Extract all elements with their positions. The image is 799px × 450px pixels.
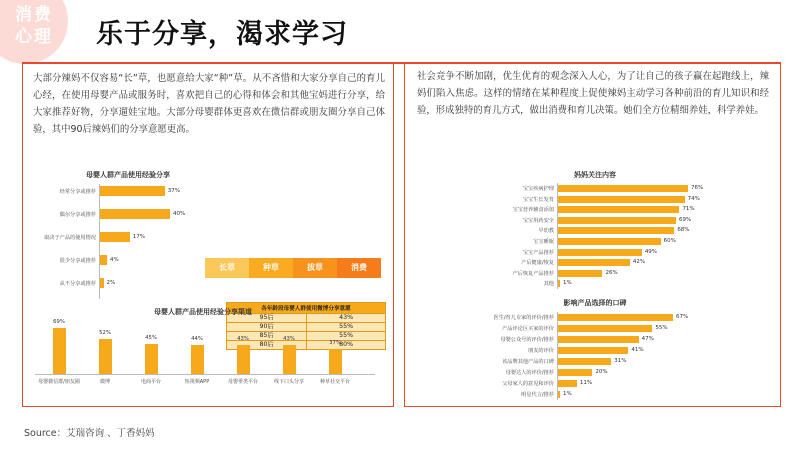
- logo-line-2: 心理: [15, 27, 53, 47]
- left-paragraph-part-1: 大部分辣妈不仅容易“长”草，也愿意给大家“种”草。从不吝惜和大家分享自己的育儿心经，在使用母婴产品或服务时，喜欢把自己的心得和体会和其他宝妈进行分享，给大家推荐好物，分享遛娃宝地。: [33, 73, 385, 118]
- bar-label: 宝宝用药安全: [522, 217, 554, 224]
- bar-value: 44%: [191, 335, 203, 342]
- bar-label: 从不分享或推荐: [59, 280, 96, 287]
- bar: [558, 280, 560, 287]
- bar-value: 40%: [173, 210, 186, 217]
- bar-value: 55%: [655, 325, 668, 331]
- grass-flow: [205, 258, 381, 278]
- bar: [558, 217, 676, 224]
- bar-label: 父母家人的意见和评价: [502, 381, 554, 387]
- age-cell: 90后: [227, 323, 307, 332]
- bar-value: 37%: [167, 187, 180, 194]
- bar-label: 取决于产品的使用情况: [44, 234, 96, 241]
- bar: [100, 232, 130, 242]
- bar: [558, 358, 611, 365]
- flow-step-1: [205, 258, 249, 278]
- bar: [558, 380, 577, 387]
- bar-label: 宝宝疾病护理: [522, 186, 554, 192]
- bar: [145, 344, 158, 374]
- bar: [558, 369, 592, 376]
- table-row: [227, 323, 386, 332]
- bar: [558, 391, 560, 398]
- bar-label: 明星代言/推荐: [521, 392, 554, 398]
- value-cell: 55%: [307, 332, 386, 341]
- bar-label: 宝宝产品推荐: [522, 249, 554, 256]
- baseline: [35, 374, 375, 375]
- bar-label: 种草社交平台: [319, 379, 350, 385]
- logo-line-1: 消费: [15, 5, 53, 25]
- bar-label: 母婴微信群/朋友圈: [38, 379, 80, 385]
- bar: [100, 209, 170, 219]
- bar-label: 产后恢复产品推荐: [512, 270, 554, 277]
- bar: [100, 255, 107, 265]
- bar-value: 49%: [644, 248, 658, 255]
- wom-chart-title: 影响产品选择的口碑: [563, 299, 627, 307]
- bar: [558, 206, 679, 213]
- bar-label: 母婴公众号的评价/推荐: [500, 337, 554, 343]
- bar-label: 微博: [99, 379, 110, 385]
- bar-value: 2%: [106, 279, 116, 286]
- bar-value: 60%: [663, 238, 676, 244]
- bar-value: 71%: [682, 206, 695, 213]
- bar-value: 52%: [99, 330, 111, 337]
- bar-value: 45%: [145, 335, 157, 341]
- value-cell: 80%: [307, 341, 386, 350]
- bar: [558, 249, 642, 256]
- bar: [558, 227, 674, 234]
- bar-label: 经常分享或推荐: [59, 188, 96, 195]
- bar: [558, 196, 685, 203]
- bar: [283, 345, 296, 374]
- bar-value: 26%: [605, 269, 618, 276]
- left-panel: [22, 64, 394, 407]
- bar-label: 产后健康/恢复: [521, 260, 554, 267]
- bar-value: 47%: [641, 336, 654, 342]
- bar-value: 41%: [631, 347, 644, 353]
- flow-step-4-label: 消费: [351, 263, 367, 272]
- bar-value: 67%: [676, 314, 689, 320]
- bar-value: 43%: [283, 336, 295, 343]
- bar: [558, 336, 639, 343]
- bar-label: 其他: [543, 281, 554, 288]
- bar-label: 偶尔分享或推荐: [59, 211, 96, 218]
- bar-label: 母婴达人的评价/推荐: [505, 370, 554, 376]
- page-title: 乐于分享，渴求学习: [96, 19, 348, 50]
- bar-value: 74%: [687, 195, 700, 202]
- bar: [558, 325, 652, 332]
- left-paragraph-part-2: 大部分母婴群体更喜欢在微信群或朋友圈分享自己体验，其中90后辣妈们的分享意愿更高。: [33, 107, 385, 135]
- bar-value: 1%: [563, 280, 572, 287]
- bar: [558, 238, 661, 245]
- bar-label: 短视频APP: [184, 379, 210, 385]
- bar-label: 该品牌其他产品的口碑: [502, 359, 554, 365]
- bar-value: 68%: [677, 227, 690, 234]
- concern-chart-title: 妈妈关注内容: [574, 171, 616, 179]
- right-paragraph: 社会竞争不断加剧，优生优育的观念深入人心，为了让自己的孩子赢在起跑线上，辣妈们陷入焦虑。这样的情绪在某种程度上促使辣妈主动学习各种前沿的育儿知识和经验，形成独特的育儿方式，做出消费和育儿决策。她们全方位精细养娃，科学养娃。: [417, 71, 769, 116]
- bar: [237, 345, 250, 374]
- bar-label: 宝宝睡眠: [533, 239, 554, 245]
- bar-label: 母婴垂类平台: [227, 379, 258, 385]
- flow-step-2-label: 种草: [263, 263, 279, 272]
- flow-step-4: [337, 258, 381, 278]
- bar-value: 4%: [110, 256, 119, 263]
- bar-value: 31%: [614, 358, 627, 364]
- experience-chart-title: 母婴人群产品使用经验分享: [86, 171, 170, 179]
- right-panel: [404, 64, 781, 407]
- bar-value: 20%: [595, 369, 608, 375]
- bar-label: 朋友的评价: [528, 348, 554, 354]
- bar-value: 43%: [237, 336, 249, 343]
- bar-value: 17%: [132, 233, 145, 240]
- bar-label: 很少分享或推荐: [59, 257, 96, 264]
- age-cell: 95后: [227, 314, 307, 323]
- flow-step-2: [249, 258, 293, 278]
- bar-value: 69%: [679, 216, 692, 223]
- bar: [558, 259, 630, 266]
- bar: [558, 314, 673, 321]
- bar-value: 1%: [563, 391, 572, 397]
- bar: [558, 270, 602, 277]
- bar-value: 69%: [53, 319, 65, 325]
- age-cell: 80后: [227, 341, 307, 350]
- bar-label: 早幼教: [538, 228, 554, 235]
- bar-value: 37%: [329, 340, 341, 347]
- bar-label: 宝宝营养辅食添加: [512, 207, 554, 214]
- bar-value: 76%: [691, 185, 704, 191]
- bar: [558, 347, 628, 354]
- age-table-header: 各年龄段母婴人群使用微博分享意愿: [227, 303, 386, 314]
- bar: [53, 328, 66, 374]
- bar-label: 产品评论区买家的评价: [502, 326, 554, 332]
- logo-badge: [0, 0, 70, 58]
- bar: [100, 186, 165, 196]
- channel-chart-title: 母婴人群产品使用经验分享渠道: [154, 308, 252, 316]
- bar: [558, 185, 688, 192]
- left-paragraph: [33, 70, 385, 138]
- flow-step-1-label: 长草: [219, 263, 235, 272]
- bar: [99, 339, 112, 374]
- logo-text: [6, 4, 62, 48]
- bar: [100, 278, 104, 288]
- bar-label: 线下口头分享: [273, 379, 304, 385]
- bar-label: 电商平台: [140, 379, 161, 385]
- bar-label: 宝宝生长发育: [522, 196, 554, 203]
- value-cell: 43%: [307, 314, 386, 323]
- bar-label: 医生/育儿专家的评价/推荐: [493, 315, 554, 321]
- source-note: Source：艾瑞咨询 、丁香妈妈: [24, 428, 155, 439]
- value-cell: 55%: [307, 323, 386, 332]
- bar: [191, 345, 204, 374]
- flow-step-3: [293, 258, 337, 278]
- bar-value: 42%: [632, 259, 646, 266]
- age-cell: 85后: [227, 332, 307, 341]
- bar-value: 11%: [579, 380, 593, 386]
- bar: [329, 349, 342, 374]
- flow-step-3-label: 拔草: [307, 263, 323, 272]
